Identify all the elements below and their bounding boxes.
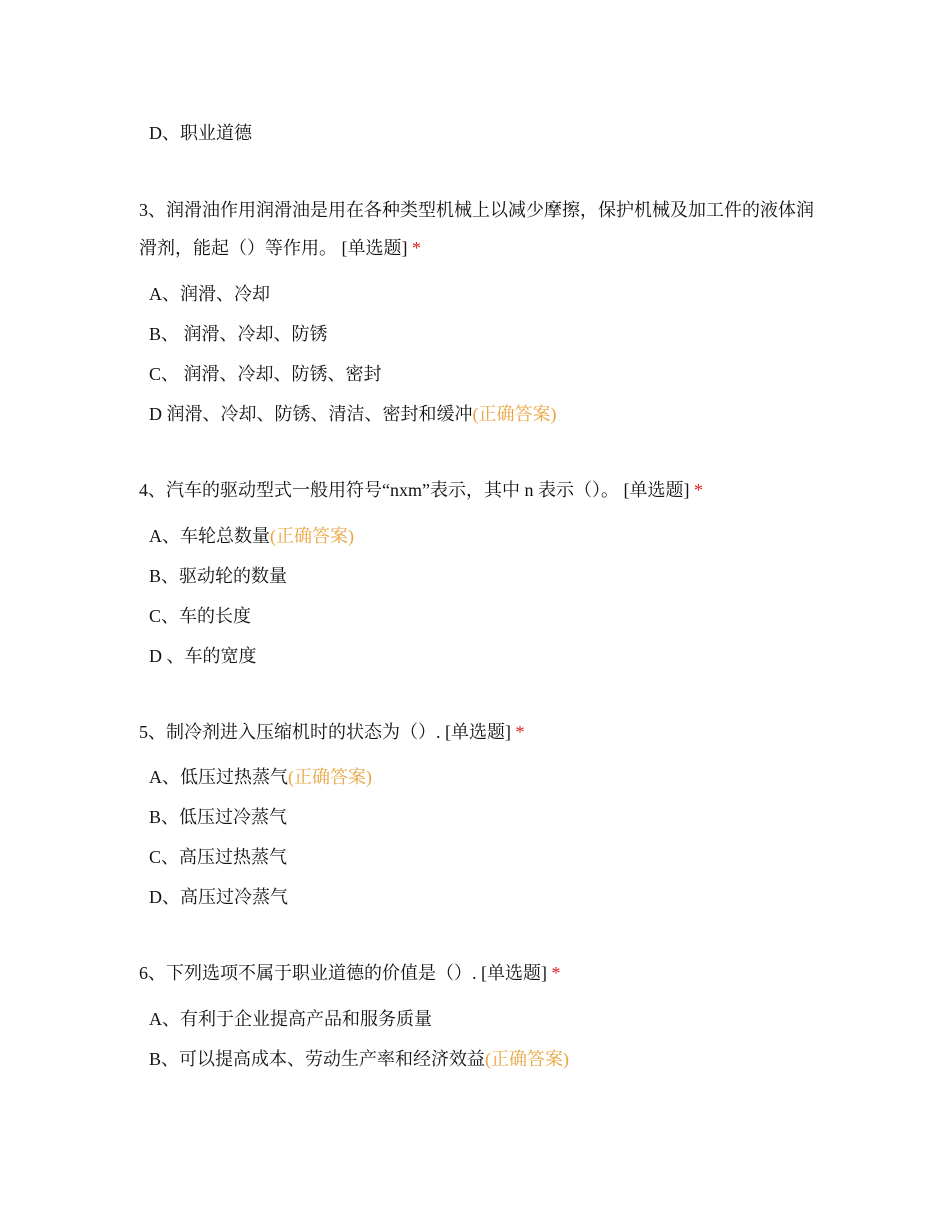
question-text: 4、汽车的驱动型式一般用符号“nxm”表示，其中 n 表示（）。: [139, 480, 619, 500]
question-3-option-a: [149, 282, 270, 306]
question-6-title: [139, 961, 561, 985]
question-3-option-d: [149, 402, 557, 426]
correct-answer-label: (正确答案): [270, 526, 354, 546]
option-text: B、可以提高成本、劳动生产率和经济效益: [149, 1049, 486, 1069]
question-5-option-c: [149, 845, 287, 869]
option-text: C、车的长度: [149, 606, 252, 626]
question-4-title: [139, 478, 703, 502]
question-5-option-a: [149, 765, 372, 789]
correct-answer-label: (正确答案): [472, 404, 557, 424]
question-3-option-c: [149, 362, 382, 386]
required-mark: *: [515, 722, 525, 742]
required-mark: *: [412, 238, 421, 258]
question-type: [单选题]: [623, 480, 690, 500]
question-4-option-c: [149, 604, 251, 628]
question-type: [单选题]: [481, 963, 547, 983]
required-mark: *: [693, 480, 703, 500]
option-text: A、润滑、冷却: [149, 284, 270, 304]
question-6-option-b: [149, 1047, 569, 1071]
question-text: 5、制冷剂进入压缩机时的状态为（）.: [139, 722, 441, 742]
question-4-option-a: [149, 524, 354, 548]
option-fragment-d: [149, 121, 252, 145]
question-5-title: [139, 720, 525, 744]
question-4-option-b: [149, 564, 287, 588]
option-text: B、低压过冷蒸气: [149, 807, 288, 827]
question-text: 3、润滑油作用润滑油是用在各种类型机械上以减少摩擦，保护机械及加工件的液体润滑剂，能起（）等作用。: [139, 200, 814, 258]
option-text: A、低压过热蒸气: [149, 767, 288, 787]
option-text: B、驱动轮的数量: [149, 566, 288, 586]
option-text: D 、车的宽度: [149, 646, 257, 666]
question-type: [单选题]: [341, 238, 408, 258]
option-text: D、职业道德: [149, 123, 252, 143]
question-3-title: [139, 191, 819, 267]
question-6-option-a: [149, 1007, 432, 1031]
question-type: [单选题]: [445, 722, 511, 742]
question-5-option-d: [149, 885, 288, 909]
question-3-option-b: [149, 322, 328, 346]
question-5-option-b: [149, 805, 287, 829]
option-text: C、 润滑、冷却、防锈、密封: [149, 364, 382, 384]
option-text: B、 润滑、冷却、防锈: [149, 324, 328, 344]
option-text: C、高压过热蒸气: [149, 847, 288, 867]
correct-answer-label: (正确答案): [485, 1049, 570, 1069]
required-mark: *: [551, 963, 561, 983]
option-text: A、车轮总数量: [149, 526, 270, 546]
option-text: D 润滑、冷却、防锈、清洁、密封和缓冲: [149, 404, 473, 424]
option-text: A、有利于企业提高产品和服务质量: [149, 1009, 432, 1029]
question-4-option-d: [149, 644, 257, 668]
question-text: 6、下列选项不属于职业道德的价值是（）.: [139, 963, 477, 983]
option-text: D、高压过冷蒸气: [149, 887, 288, 907]
correct-answer-label: (正确答案): [288, 767, 372, 787]
